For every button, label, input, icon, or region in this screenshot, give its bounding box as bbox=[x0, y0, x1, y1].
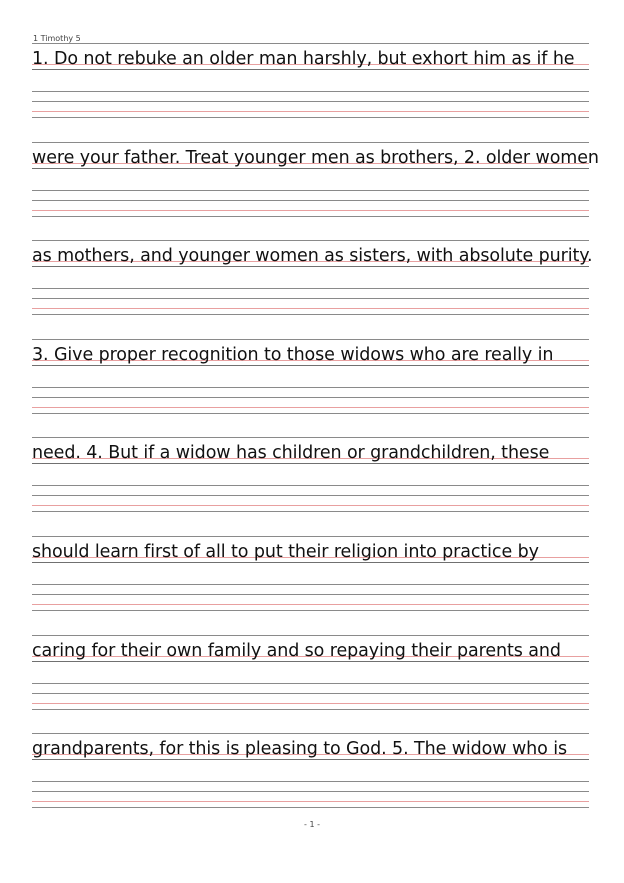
red-guide-line bbox=[32, 210, 589, 211]
red-guide-line bbox=[32, 604, 589, 605]
scripture-text-line: caring for their own family and so repaying their parents and bbox=[32, 640, 561, 661]
gray-guide-line bbox=[32, 190, 589, 191]
gray-guide-line bbox=[32, 397, 589, 398]
red-guide-line bbox=[32, 801, 589, 802]
gray-guide-line bbox=[32, 69, 589, 70]
gray-guide-line bbox=[32, 683, 589, 684]
gray-guide-line bbox=[32, 733, 589, 734]
gray-guide-line bbox=[32, 365, 589, 366]
scripture-text-line: 3. Give proper recognition to those widows who are really in bbox=[32, 344, 554, 365]
gray-guide-line bbox=[32, 807, 589, 808]
red-guide-line bbox=[32, 703, 589, 704]
red-guide-line bbox=[32, 505, 589, 506]
gray-guide-line bbox=[32, 693, 589, 694]
gray-guide-line bbox=[32, 485, 589, 486]
gray-guide-line bbox=[32, 314, 589, 315]
gray-guide-line bbox=[32, 117, 589, 118]
scripture-text-line: 1. Do not rebuke an older man harshly, but exhort him as if he bbox=[32, 49, 575, 69]
gray-guide-line bbox=[32, 339, 589, 340]
gray-guide-line bbox=[32, 536, 589, 537]
gray-guide-line bbox=[32, 709, 589, 710]
gray-guide-line bbox=[32, 200, 589, 201]
gray-guide-line bbox=[32, 288, 589, 289]
red-guide-line bbox=[32, 308, 589, 309]
gray-guide-line bbox=[32, 413, 589, 414]
practice-line-block bbox=[32, 43, 589, 125]
practice-line-block bbox=[32, 635, 589, 717]
gray-guide-line bbox=[32, 43, 589, 44]
gray-guide-line bbox=[32, 791, 589, 792]
practice-line-block bbox=[32, 339, 589, 421]
gray-guide-line bbox=[32, 635, 589, 636]
scripture-text-line: need. 4. But if a widow has children or grandchildren, these bbox=[32, 443, 550, 464]
gray-guide-line bbox=[32, 298, 589, 299]
gray-guide-line bbox=[32, 661, 589, 662]
gray-guide-line bbox=[32, 759, 589, 760]
practice-line-block bbox=[32, 733, 589, 815]
gray-guide-line bbox=[32, 594, 589, 595]
scripture-text-line: grandparents, for this is pleasing to God. 5. The widow who is bbox=[32, 739, 568, 760]
practice-line-block bbox=[32, 240, 593, 322]
red-guide-line bbox=[32, 407, 589, 408]
gray-guide-line bbox=[32, 168, 589, 169]
gray-guide-line bbox=[32, 266, 589, 267]
gray-guide-line bbox=[32, 216, 589, 217]
red-guide-line bbox=[32, 111, 589, 112]
gray-guide-line bbox=[32, 91, 589, 92]
gray-guide-line bbox=[32, 101, 589, 102]
scripture-text-line: were your father. Treat younger men as brothers, 2. older women bbox=[32, 147, 599, 168]
practice-line-block bbox=[32, 437, 589, 519]
page-number: - 1 - bbox=[304, 820, 320, 829]
gray-guide-line bbox=[32, 511, 589, 512]
gray-guide-line bbox=[32, 584, 589, 585]
gray-guide-line bbox=[32, 437, 589, 438]
gray-guide-line bbox=[32, 610, 589, 611]
scripture-text-line: should learn first of all to put their religion into practice by bbox=[32, 542, 539, 562]
gray-guide-line bbox=[32, 387, 589, 388]
gray-guide-line bbox=[32, 781, 589, 782]
page-header: 1 Timothy 5 bbox=[33, 34, 81, 43]
practice-line-block bbox=[32, 142, 599, 224]
gray-guide-line bbox=[32, 142, 589, 143]
gray-guide-line bbox=[32, 562, 589, 563]
gray-guide-line bbox=[32, 240, 589, 241]
gray-guide-line bbox=[32, 463, 589, 464]
practice-line-block bbox=[32, 536, 589, 618]
scripture-text-line: as mothers, and younger women as sisters, with absolute purity. bbox=[32, 246, 593, 267]
gray-guide-line bbox=[32, 495, 589, 496]
